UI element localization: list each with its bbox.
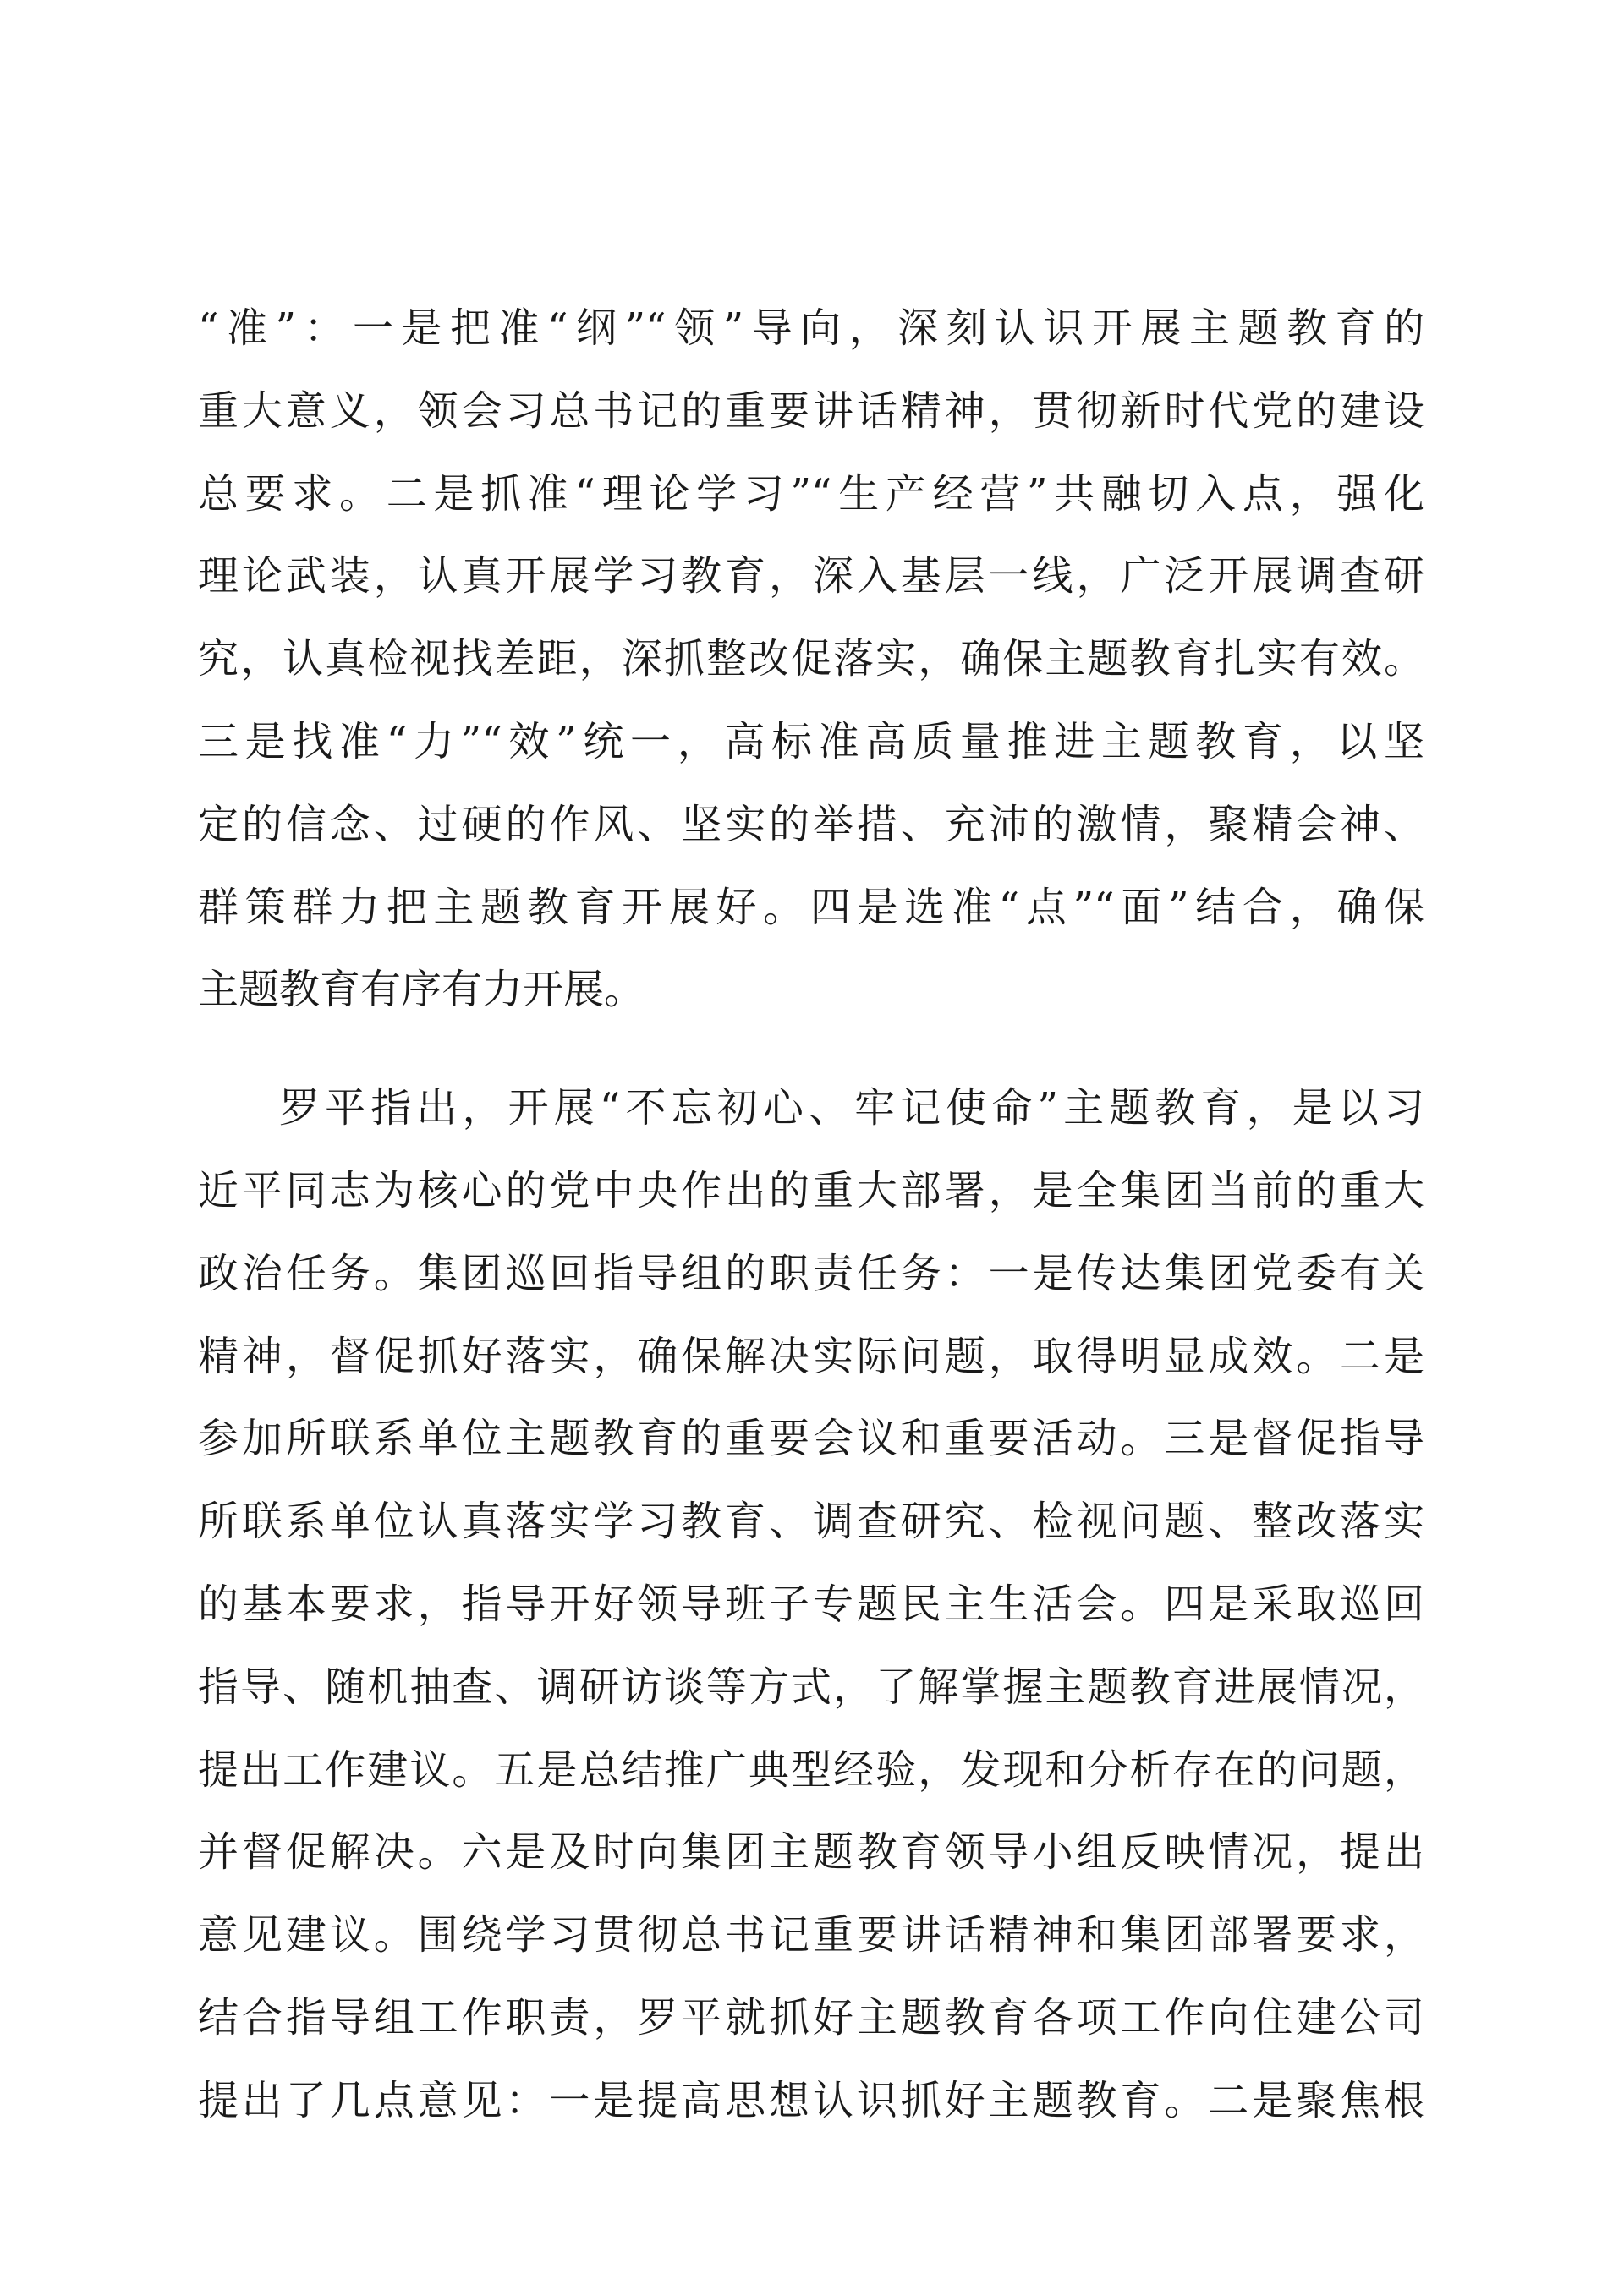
text-line: 理论武装，认真开展学习教育，深入基层一线，广泛开展调查研 <box>198 552 1424 600</box>
paragraph-2 <box>198 1067 1424 2142</box>
body-text <box>198 288 1424 2143</box>
text-line: 究，认真检视找差距，深抓整改促落实，确保主题教育扎实有效。 <box>198 635 1424 683</box>
text-line: 主题教育有序有力开展。 <box>198 966 645 1014</box>
text-line: 定的信念、过硬的作风、坚实的举措、充沛的激情，聚精会神、 <box>198 800 1424 848</box>
text-line: 提出了几点意见：一是提高思想认识抓好主题教育。二是聚焦根 <box>198 2076 1424 2124</box>
text-line: 并督促解决。六是及时向集团主题教育领导小组反映情况，提出 <box>198 1828 1424 1877</box>
text-line: “准”：一是把准“纲”“领”导向，深刻认识开展主题教育的 <box>198 304 1424 352</box>
text-line: 的基本要求，指导开好领导班子专题民主生活会。四是采取巡回 <box>198 1580 1424 1628</box>
text-line: 政治任务。集团巡回指导组的职责任务：一是传达集团党委有关 <box>198 1249 1424 1297</box>
text-line: 意见建议。围绕学习贯彻总书记重要讲话精神和集团部署要求， <box>198 1911 1424 1959</box>
text-line: 重大意义，领会习总书记的重要讲话精神，贯彻新时代党的建设 <box>198 386 1424 435</box>
text-line: 群策群力把主题教育开展好。四是选准“点”“面”结合，确保 <box>198 883 1424 931</box>
text-line: 参加所联系单位主题教育的重要会议和重要活动。三是督促指导 <box>198 1415 1424 1463</box>
text-line: 所联系单位认真落实学习教育、调查研究、检视问题、整改落实 <box>198 1498 1424 1546</box>
text-line: 精神，督促抓好落实，确保解决实际问题，取得明显成效。二是 <box>198 1332 1424 1380</box>
text-line: 指导、随机抽查、调研访谈等方式，了解掌握主题教育进展情况， <box>198 1663 1424 1711</box>
text-line: 结合指导组工作职责，罗平就抓好主题教育各项工作向住建公司 <box>198 1993 1424 2041</box>
text-line: 提出工作建议。五是总结推广典型经验，发现和分析存在的问题， <box>198 1745 1424 1794</box>
text-line: 罗平指出，开展“不忘初心、牢记使命”主题教育，是以习 <box>279 1084 1424 1132</box>
paragraph-spacer <box>198 1032 1424 1067</box>
text-line: 三是找准“力”“效”统一，高标准高质量推进主题教育，以坚 <box>198 717 1424 765</box>
text-line: 近平同志为核心的党中央作出的重大部署，是全集团当前的重大 <box>198 1166 1424 1214</box>
paragraph-1 <box>198 288 1424 1032</box>
text-line: 总要求。二是抓准“理论学习”“生产经营”共融切入点，强化 <box>198 469 1424 518</box>
